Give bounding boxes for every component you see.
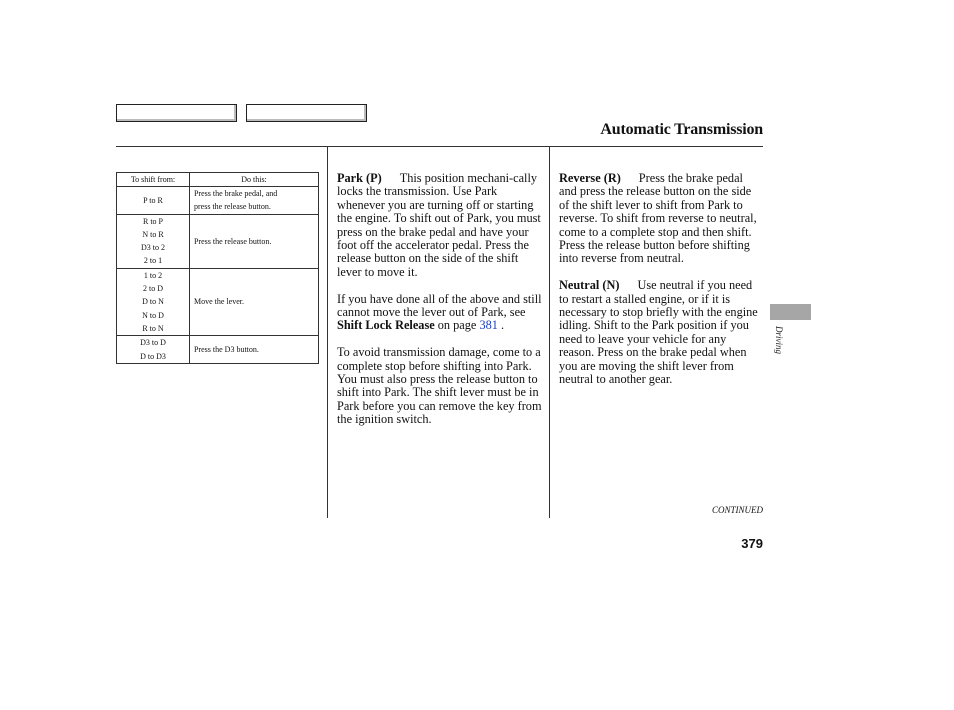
shift-action: Press the brake pedal, and [194, 189, 278, 198]
shift-lock-release-ref: Shift Lock Release [337, 318, 435, 333]
shift-from: D3 to D [140, 338, 166, 348]
shift-from: D3 to 2 [141, 243, 165, 253]
table-header-from: To shift from: [117, 173, 190, 187]
park-text: This position mechani-cally locks the transmission. Use Park whenever you are turning off or starting the engine. To shift out of Park, you must press on the brake pedal and have your foot off the accelerator pedal. Press the release button on the side of the shift lever to move it. [337, 171, 541, 279]
shift-from: 2 to 1 [143, 256, 163, 266]
shift-from: P to R [143, 195, 163, 205]
table-header-do: Do this: [190, 173, 319, 187]
shift-action: Press the release button. [194, 236, 272, 246]
page-title: Automatic Transmission [600, 121, 763, 138]
shift-action: press the release button. [194, 202, 271, 212]
shift-from: D to N [142, 297, 164, 307]
table-row [117, 336, 319, 364]
table-row [117, 214, 319, 268]
reverse-paragraph [559, 172, 761, 266]
shift-table [116, 172, 319, 364]
paragraph-text: on page [437, 318, 477, 333]
shift-from: N to D [142, 310, 164, 320]
damage-paragraph: To avoid transmission damage, come to a complete stop before shifting into Park. You must also press the release button to shift into Park. The shift lever must be in Park before you can remove the key from the ignition switch. [337, 345, 542, 427]
shift-from: 2 to D [143, 284, 163, 294]
section-label: Driving [774, 326, 784, 354]
table-row [117, 187, 319, 215]
title-rule [116, 146, 763, 147]
neutral-paragraph [559, 279, 761, 386]
park-paragraph [337, 172, 545, 279]
shift-from: R to N [142, 323, 164, 333]
table-row [117, 268, 319, 335]
shift-lock-paragraph [337, 293, 545, 333]
middle-column [337, 172, 545, 440]
neutral-heading: Neutral (N) [559, 278, 620, 293]
shift-from: N to R [142, 229, 164, 239]
column-divider [327, 146, 328, 518]
reverse-heading: Reverse (R) [559, 171, 621, 185]
shift-from: 1 to 2 [143, 270, 163, 280]
column-divider [549, 146, 550, 518]
shift-action: Press the D3 button. [194, 344, 259, 354]
shift-from: R to P [142, 216, 163, 226]
paragraph-text: If you have done all of the above and still cannot move the lever out of Park, see [337, 291, 542, 320]
continued-label: CONTINUED [711, 505, 763, 515]
page-number: 379 [741, 536, 763, 551]
nav-button-next[interactable] [246, 104, 367, 122]
shift-from: D to D3 [140, 351, 166, 361]
shift-action: Move the lever. [194, 297, 244, 307]
neutral-text: Use neutral if you need to restart a stalled engine, or if it is necessary to stop briefly with the engine idling. Shift to the Park position if you need to leave your vehicle for any reason. Press on the brake pedal when you are moving the shift lever from neutral to another gear. [559, 278, 758, 387]
page-link[interactable]: 381 [479, 318, 498, 333]
park-heading: Park (P) [337, 171, 382, 185]
section-tab[interactable] [770, 304, 811, 320]
paragraph-text: . [500, 318, 505, 333]
nav-button-previous[interactable] [116, 104, 237, 122]
right-column [559, 172, 761, 400]
reverse-text: Press the brake pedal and press the release button on the side of the shift lever to shift from Park to reverse. To shift from reverse to neutral, come to a complete stop and then shift. Press the release button before shifting into reverse from neutral. [559, 171, 757, 266]
